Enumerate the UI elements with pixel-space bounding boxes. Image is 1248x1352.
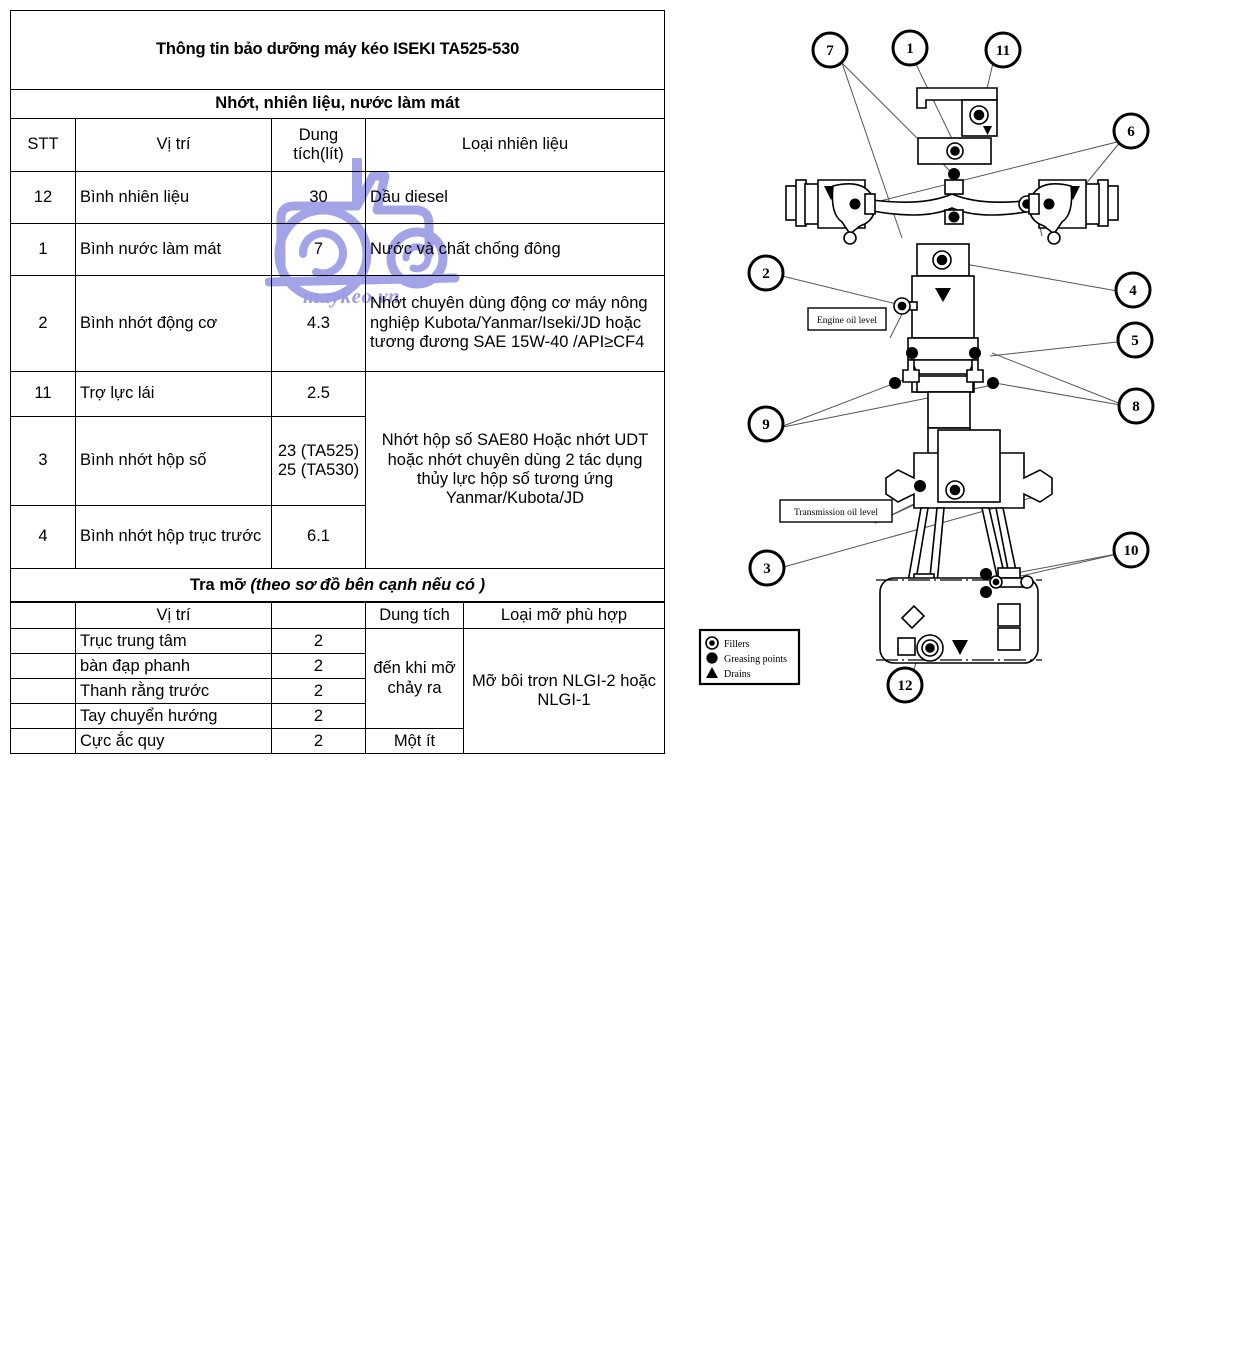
reservoir-bar: [918, 138, 991, 164]
cell-merged-oil-note: Nhớt hộp số SAE80 Hoặc nhớt UDT hoặc nhớt chuyên dùng 2 tác dụng thủy lực hộp số tương ứng Yanmar/Kubota/JD: [366, 372, 665, 569]
cell-stt: 3: [11, 417, 76, 506]
column-header-grease-count: [272, 602, 366, 629]
cell-grease-position: Cực ắc quy: [76, 729, 272, 754]
cell-capacity: 2.5: [272, 372, 366, 417]
cell-capacity: [272, 417, 366, 506]
cell-fuel-type: Nước và chất chống đông: [366, 224, 665, 276]
cell-capacity-line1: 23 (TA525): [277, 441, 360, 460]
cell-stt: 11: [11, 372, 76, 417]
cell-grease-position: Thanh rằng trước: [76, 679, 272, 704]
right-hub: [1029, 180, 1118, 244]
cell-capacity: 4.3: [272, 276, 366, 372]
engine-oil-level-label: Engine oil level: [816, 316, 878, 326]
grease-section-heading: [11, 569, 665, 603]
cell-grease-capacity-last: Một ít: [366, 729, 464, 754]
cell-grease-count: 2: [272, 629, 366, 654]
column-header-blank: [11, 602, 76, 629]
cell-grease-type: Mỡ bôi trơn NLGI-2 hoặc NLGI-1: [464, 629, 665, 754]
diagram-legend: [700, 630, 799, 684]
cell-position: Bình nhớt hộp trục trước: [76, 506, 272, 569]
cell-grease-position: bàn đạp phanh: [76, 654, 272, 679]
callout-label-6: 6: [1127, 124, 1135, 140]
transmission-oil-level-label: Transmission oil level: [793, 508, 879, 518]
column-header-capacity: [272, 119, 366, 172]
clutch-housing: [889, 338, 999, 392]
maintenance-table-block: [10, 10, 664, 754]
front-axle: [786, 168, 1118, 244]
callout-label-10: 10: [1123, 543, 1139, 559]
cell-position: Bình nhớt hộp số: [76, 417, 272, 506]
legend-label-fillers: Fillers: [724, 639, 750, 650]
callout-label-7: 7: [826, 43, 834, 59]
cell-stt: 4: [11, 506, 76, 569]
legend-label-greasing: Greasing points: [724, 654, 788, 665]
column-header-capacity-line2: tích(lít): [293, 145, 344, 163]
left-hub: [786, 180, 875, 244]
cell-grease-position: Trục trung tâm: [76, 629, 272, 654]
page-title: Thông tin bảo dưỡng máy kéo ISEKI TA525-530: [11, 11, 665, 90]
grease-heading-italic: (theo sơ đồ bên cạnh nếu có ): [250, 575, 486, 594]
cell-grease-count: 2: [272, 729, 366, 754]
cell-capacity: 30: [272, 172, 366, 224]
cell-blank: [11, 654, 76, 679]
table-row: [11, 276, 665, 372]
fluids-section-heading: Nhớt, nhiên liệu, nước làm mát: [11, 90, 665, 119]
column-header-fuel-type: Loại nhiên liệu: [366, 119, 665, 172]
rear-transmission: [886, 430, 1052, 508]
column-header-grease-type: Loại mỡ phù hợp: [464, 602, 665, 629]
column-header-grease-capacity: Dung tích: [366, 602, 464, 629]
engine-block: [894, 244, 974, 338]
cell-blank: [11, 729, 76, 754]
callout-label-5: 5: [1131, 333, 1139, 349]
column-header-grease-position: Vị trí: [76, 602, 272, 629]
table-header-row-fluids: [11, 119, 665, 172]
callout-label-12: 12: [897, 678, 913, 694]
cell-grease-count: 2: [272, 654, 366, 679]
cell-position: Bình nhớt động cơ: [76, 276, 272, 372]
callout-label-1: 1: [906, 41, 914, 57]
column-header-position: Vị trí: [76, 119, 272, 172]
table-row-grease-heading: [11, 569, 665, 603]
callout-label-8: 8: [1132, 399, 1140, 415]
table-row: [11, 172, 665, 224]
cell-blank: [11, 679, 76, 704]
table-row: [11, 224, 665, 276]
table-row-title: [11, 11, 665, 90]
cell-capacity: 6.1: [272, 506, 366, 569]
tractor-lubrication-diagram: [690, 8, 1246, 720]
table-header-row-grease: [11, 602, 665, 629]
watermark-text: maykeo.vn: [303, 284, 401, 308]
cell-stt: 1: [11, 224, 76, 276]
grease-heading-bold: Tra mỡ: [189, 575, 251, 594]
table-row: [11, 372, 665, 417]
cell-capacity-line2: 25 (TA530): [277, 461, 360, 479]
cell-stt: 2: [11, 276, 76, 372]
cell-position: Bình nhiên liệu: [76, 172, 272, 224]
column-header-capacity-line1: Dung: [298, 125, 339, 144]
cell-stt: 12: [11, 172, 76, 224]
cell-blank: [11, 704, 76, 729]
cell-grease-position: Tay chuyển hướng: [76, 704, 272, 729]
callout-label-9: 9: [762, 417, 770, 433]
cell-position: Bình nước làm mát: [76, 224, 272, 276]
callout-label-4: 4: [1129, 283, 1137, 299]
drawbar-frame: [876, 568, 1042, 663]
callout-label-2: 2: [762, 266, 770, 282]
cell-blank: [11, 629, 76, 654]
column-header-stt: STT: [11, 119, 76, 172]
callout-label-3: 3: [763, 561, 771, 577]
cell-grease-capacity-group: đến khi mỡ chảy ra: [366, 629, 464, 729]
cell-grease-count: 2: [272, 679, 366, 704]
grease-table: [10, 601, 665, 754]
cell-capacity: 7: [272, 224, 366, 276]
legend-label-drains: Drains: [724, 669, 751, 680]
diagram-text-labels: [780, 308, 892, 522]
table-row: [11, 629, 665, 654]
maintenance-table: [10, 10, 665, 603]
cell-fuel-type: Dầu diesel: [366, 172, 665, 224]
cell-position: Trợ lực lái: [76, 372, 272, 417]
table-row-fluids-heading: [11, 90, 665, 119]
greasing-point-icon: [706, 652, 717, 663]
steering-assembly: [917, 88, 997, 136]
cell-fuel-type: Nhớt chuyên dùng động cơ máy nông nghiệp Kubota/Yanmar/Iseki/JD hoặc tương đương SAE 15W-40 /API≥CF4: [366, 276, 665, 372]
cell-grease-count: 2: [272, 704, 366, 729]
callout-label-11: 11: [995, 43, 1011, 59]
filler-icon-dot: [709, 640, 715, 646]
